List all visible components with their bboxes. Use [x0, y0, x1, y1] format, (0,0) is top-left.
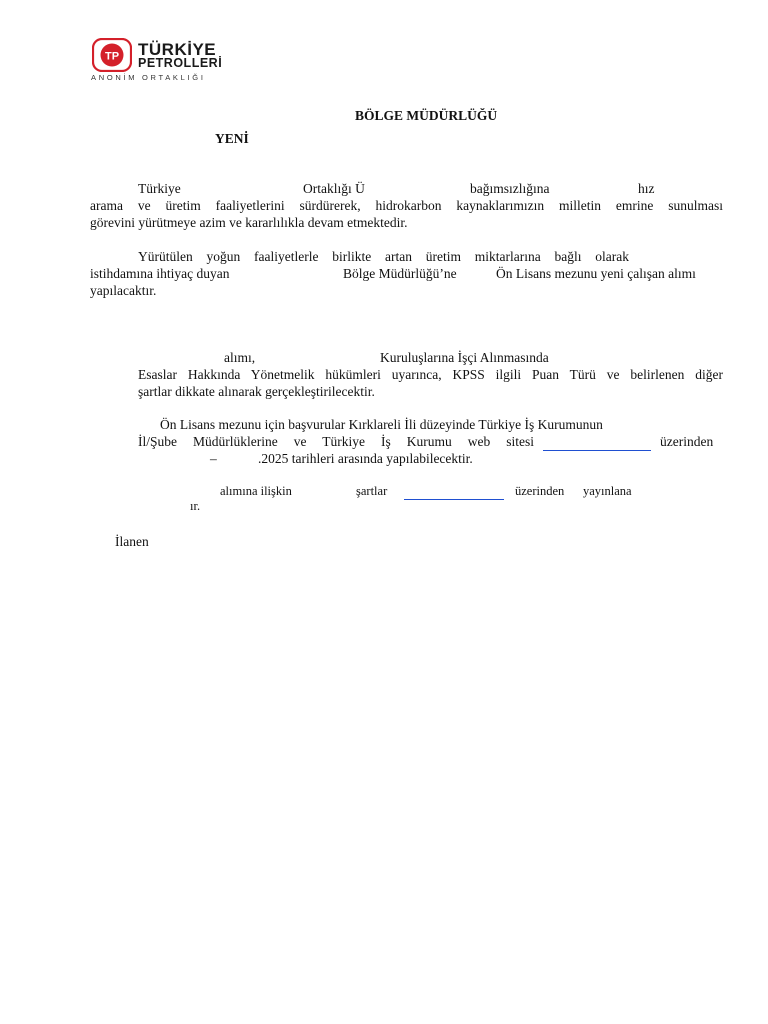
closing-text: İlanen: [115, 534, 149, 549]
para1-word: Türkiye: [138, 181, 181, 196]
para3-line3: şartlar dikkate alınarak gerçekleştirilecektir.: [138, 384, 375, 399]
application-link[interactable]: [543, 438, 651, 456]
para5-word4: yayınlana: [583, 484, 632, 498]
requirements-link[interactable]: [404, 487, 504, 505]
para1-word: hız: [638, 181, 655, 196]
logo-text-line2: PETROLLERİ: [138, 56, 223, 70]
tp-emblem-icon: [92, 38, 132, 72]
para4-line3a: –: [210, 451, 217, 466]
para2-line2b: Bölge Müdürlüğü’ne: [343, 266, 457, 281]
document-subtitle: YENİ: [215, 131, 249, 146]
para5-word1: alımına ilişkin: [220, 484, 292, 498]
para5-word2: şartlar: [356, 484, 388, 498]
para5-line2: ır.: [190, 499, 201, 513]
para1-line3: görevini yürütmeye azim ve kararlılıkla devam etmektedir.: [90, 215, 408, 230]
company-logo: [90, 36, 225, 86]
para4-line2a: İl/Şube Müdürlüklerine ve Türkiye İş Kurumu web sitesi: [138, 434, 534, 449]
para2-line2c: Ön Lisans mezunu yeni çalışan alımı: [496, 266, 696, 281]
para2-line1: Yürütülen yoğun faaliyetlerle birlikte artan üretim miktarlarına bağlı olarak: [138, 249, 629, 264]
para2-line3: yapılacaktır.: [90, 283, 157, 298]
para4-line1: Ön Lisans mezunu için başvurular Kırklareli İli düzeyinde Türkiye İş Kurumunun: [160, 417, 603, 432]
svg-text:TP: TP: [104, 50, 120, 63]
para1-word: Ortaklığı Ü: [303, 181, 365, 196]
para1-line2: arama ve üretim faaliyetlerini sürdürerek, hidrokarbon kaynaklarımızın milletin emrine sunulması: [90, 198, 723, 213]
para5-word3: üzerinden: [515, 484, 565, 498]
logo-text-line1: TÜRKİYE: [138, 40, 217, 59]
logo-text-line3: ANONİM ORTAKLIĞI: [91, 73, 206, 82]
document-title: BÖLGE MÜDÜRLÜĞÜ: [355, 108, 498, 123]
para3-line2: Esaslar Hakkında Yönetmelik hükümleri uyarınca, KPSS ilgili Puan Türü ve belirlenen diğer: [138, 367, 723, 382]
para4-line2b: üzerinden: [660, 434, 714, 449]
para2-line2a: istihdamına ihtiyaç duyan: [90, 266, 230, 281]
para1-word: bağımsızlığına: [470, 181, 550, 196]
para3-line1b: Kuruluşlarına İşçi Alınmasında: [380, 350, 549, 365]
para4-line3b: .2025 tarihleri arasında yapılabilecektir.: [258, 451, 473, 466]
para3-line1a: alımı,: [224, 350, 256, 365]
